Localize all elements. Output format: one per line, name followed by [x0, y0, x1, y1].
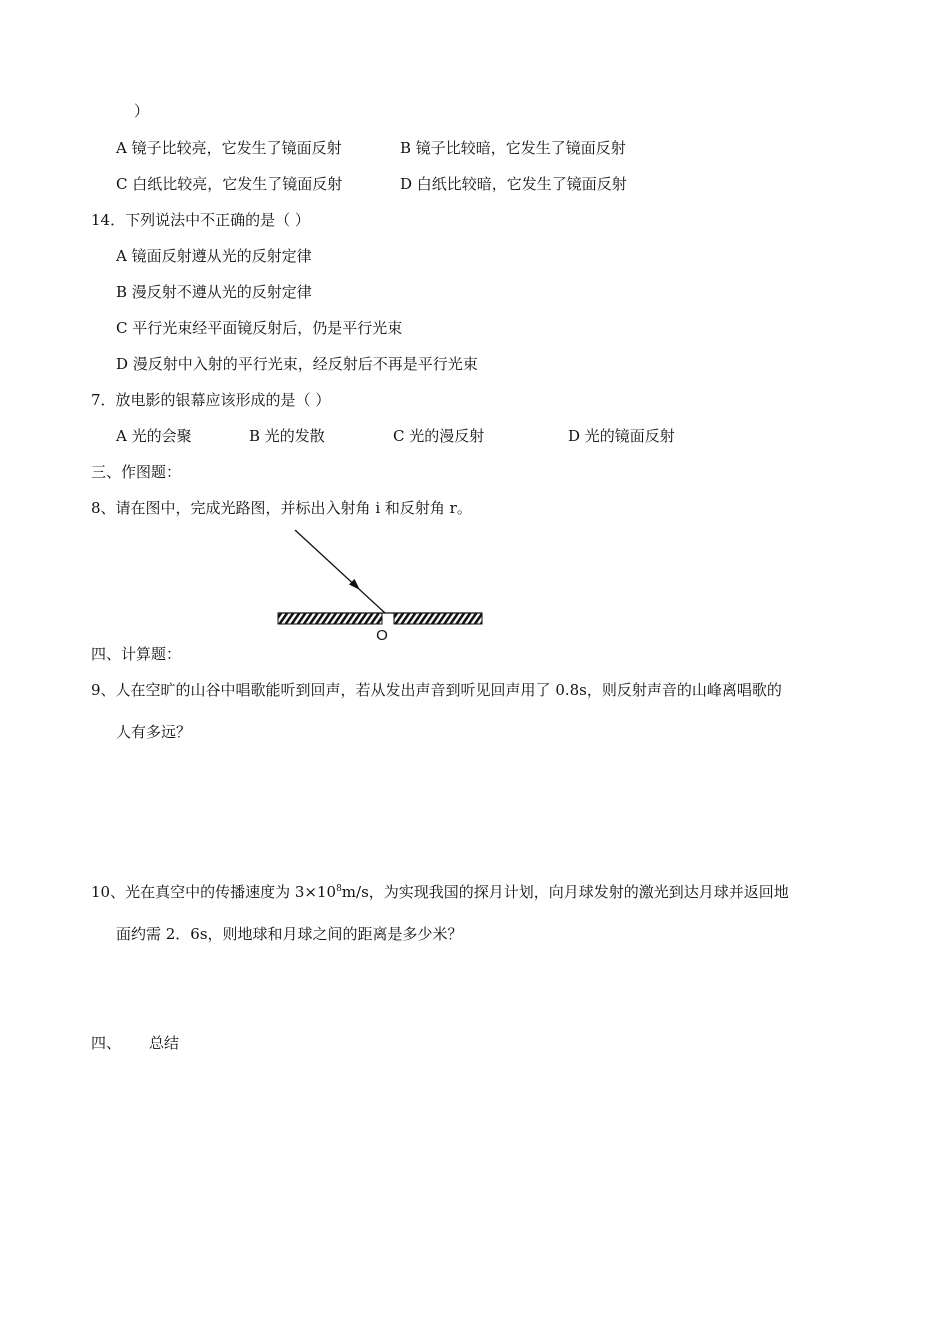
q7-stem: 7．放电影的银幕应该形成的是（ ） [91, 391, 331, 409]
summary-title: 总结 [149, 1034, 180, 1052]
q14-option-a: A 镜面反射遵从光的反射定律 [116, 247, 312, 265]
q13-option-c: C 白纸比较亮，它发生了镜面反射 [116, 175, 343, 193]
q10-line-2: 面约需 2．6s，则地球和月球之间的距离是多少米？ [116, 925, 463, 943]
incidence-point-label: O [376, 627, 388, 644]
q13-option-d: D 白纸比较暗，它发生了镜面反射 [400, 175, 627, 193]
q10-line-1-pre: 10、光在真空中的传播速度为 3×10 [91, 883, 337, 901]
q9-line-1: 9、人在空旷的山谷中唱歌能听到回声，若从发出声音到听见回声用了 0.8s，则反射声音的山峰离唱歌的 [91, 681, 782, 699]
q14-option-c: C 平行光束经平面镜反射后，仍是平行光束 [116, 319, 403, 337]
q13-option-b: B 镜子比较暗，它发生了镜面反射 [400, 139, 626, 157]
q14-option-b: B 漫反射不遵从光的反射定律 [116, 283, 312, 301]
q14-stem: 14．下列说法中不正确的是（ ） [91, 211, 310, 229]
q9-line-2: 人有多远？ [116, 723, 192, 741]
q14-option-d: D 漫反射中入射的平行光束，经反射后不再是平行光束 [116, 355, 478, 373]
incident-ray [295, 530, 385, 613]
q10-exponent: 8 [336, 884, 342, 894]
section-3-title: 三、作图题： [91, 463, 182, 481]
q7-option-b: B 光的发散 [249, 427, 325, 445]
q10-line-1 [91, 882, 789, 902]
q8-stem: 8、请在图中，完成光路图，并标出入射角 i 和反射角 r。 [91, 499, 472, 517]
q13-paren-close: ） [134, 102, 150, 120]
summary-number: 四、 [91, 1034, 122, 1052]
q7-option-c: C 光的漫反射 [393, 427, 485, 445]
q10-line-1-post: m/s，为实现我国的探月计划，向月球发射的激光到达月球并返回地 [341, 883, 789, 901]
mirror-right-segment [394, 613, 482, 624]
q7-option-d: D 光的镜面反射 [568, 427, 675, 445]
section-4-title: 四、计算题： [91, 645, 182, 663]
q7-option-a: A 光的会聚 [116, 427, 192, 445]
light-path-diagram [270, 522, 490, 646]
mirror-left-segment [278, 613, 382, 624]
q13-option-a: A 镜子比较亮，它发生了镜面反射 [116, 139, 342, 157]
